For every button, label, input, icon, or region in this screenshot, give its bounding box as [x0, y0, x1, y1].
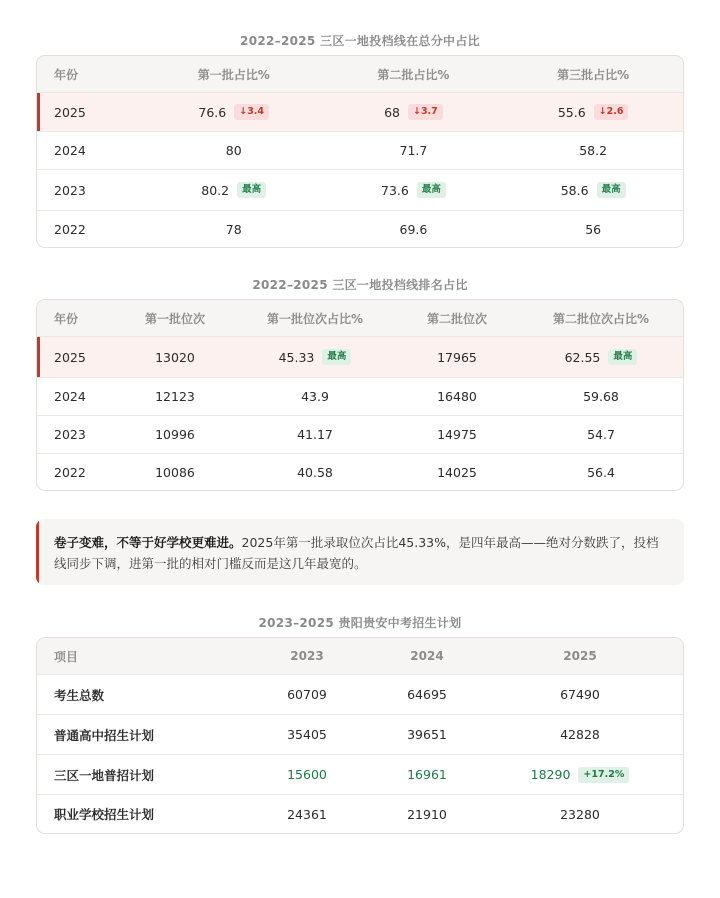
table-row	[37, 794, 683, 833]
header-batch2-rank: 第二批位次	[426, 311, 487, 326]
table1-title: 2022–2025 三区一地投档线在总分中占比	[240, 34, 480, 48]
table-row	[37, 377, 683, 415]
value-cell: 10086	[155, 464, 195, 480]
year-cell: 2024	[54, 143, 86, 158]
header-batch1-rank: 第一批位次	[144, 311, 205, 326]
table1-header-row	[37, 56, 683, 92]
header-batch1-ratio: 第一批占比%	[197, 67, 270, 82]
growth-badge: +17.2%	[578, 767, 629, 783]
value-cell: 13020	[155, 349, 195, 365]
table-row	[37, 714, 683, 754]
year-cell: 2025	[54, 349, 86, 365]
header-year: 年份	[54, 311, 79, 326]
value-cell: 35405	[287, 727, 327, 742]
value-cell: 12123	[155, 389, 195, 404]
value-cell: 56.4	[587, 464, 615, 480]
table-row	[37, 754, 683, 794]
table-row	[37, 453, 683, 490]
value-cell: 17965	[437, 349, 477, 365]
year-cell: 2023	[54, 427, 86, 442]
value-cell: 39651	[407, 727, 447, 742]
value-cell: 80	[225, 143, 242, 158]
highest-badge: 最高	[608, 349, 637, 365]
item-cell: 三区一地普招计划	[54, 767, 155, 783]
table2-title: 2022–2025 三区一地投档线排名占比	[252, 278, 468, 292]
decline-badge: ↓2.6	[594, 104, 629, 120]
value-cell: 54.7	[587, 427, 615, 442]
header-batch3-ratio: 第三批占比%	[557, 67, 630, 82]
header-item: 项目	[54, 649, 79, 664]
value-cell: 15600	[287, 767, 327, 782]
value-cell: 58.6	[560, 182, 589, 198]
value-cell: 14025	[437, 464, 477, 480]
table-row	[37, 415, 683, 453]
value-cell: 67490	[560, 687, 600, 702]
item-cell: 职业学校招生计划	[54, 807, 155, 822]
value-cell: 16480	[437, 389, 477, 404]
table2-card	[36, 299, 684, 491]
table3-header-row	[37, 638, 683, 674]
highest-badge: 最高	[597, 182, 626, 198]
header-2025: 2025	[563, 649, 597, 663]
value-cell: 42828	[560, 727, 600, 742]
value-cell: 55.6	[557, 104, 586, 120]
table3-card	[36, 637, 684, 834]
value-cell: 21910	[407, 806, 447, 822]
value-cell: 78	[225, 221, 242, 237]
header-2023: 2023	[290, 649, 324, 663]
value-cell: 59.68	[583, 389, 619, 404]
table1-card	[36, 55, 684, 248]
header-batch1-rank-ratio: 第一批位次占比%	[266, 311, 364, 326]
value-cell: 71.7	[399, 143, 428, 158]
value-cell: 43.9	[301, 389, 329, 404]
year-cell: 2022	[54, 221, 86, 237]
value-cell: 73.6	[381, 182, 409, 198]
table-row	[37, 210, 683, 247]
value-cell: 62.55	[564, 349, 601, 365]
table-row	[37, 131, 683, 169]
item-cell: 考生总数	[54, 687, 105, 703]
value-cell: 18290	[530, 767, 571, 782]
value-cell: 40.58	[297, 464, 333, 480]
value-cell: 68	[384, 104, 400, 120]
note-lead: 卷子变难，不等于好学校更难进。	[54, 535, 242, 550]
value-cell: 45.33	[278, 349, 315, 365]
table-row	[37, 169, 683, 210]
header-2024: 2024	[410, 649, 444, 663]
year-cell: 2023	[54, 182, 86, 198]
insight-note	[36, 519, 684, 585]
highest-badge: 最高	[322, 349, 351, 365]
value-cell: 10996	[155, 427, 195, 442]
decline-badge: ↓3.7	[408, 104, 443, 120]
value-cell: 23280	[560, 806, 600, 822]
note-body: 2025年第一批录取位次占比45.33%，是四年最高——绝对分数跌了，投档线同步下调，进第一批的相对门槛反而是这几年最宽的。	[54, 535, 659, 571]
value-cell: 16961	[407, 767, 447, 782]
value-cell: 24361	[287, 806, 327, 822]
year-cell: 2025	[54, 104, 86, 120]
table-row	[37, 92, 683, 131]
value-cell: 76.6	[198, 104, 227, 120]
table-row	[37, 336, 683, 377]
highest-badge: 最高	[417, 182, 446, 198]
header-batch2-rank-ratio: 第二批位次占比%	[552, 311, 650, 326]
highest-badge: 最高	[237, 182, 266, 198]
value-cell: 58.2	[579, 143, 608, 158]
value-cell: 14975	[437, 427, 477, 442]
value-cell: 56	[585, 221, 602, 237]
value-cell: 80.2	[201, 182, 230, 198]
table3-title: 2023–2025 贵阳贵安中考招生计划	[258, 616, 462, 630]
year-cell: 2024	[54, 389, 86, 404]
value-cell: 64695	[407, 687, 447, 702]
header-year: 年份	[54, 67, 79, 82]
header-batch2-ratio: 第二批占比%	[377, 67, 450, 82]
table-row	[37, 674, 683, 714]
decline-badge: ↓3.4	[234, 104, 269, 120]
item-cell: 普通高中招生计划	[54, 727, 155, 743]
year-cell: 2022	[54, 464, 86, 480]
table2-header-row	[37, 300, 683, 336]
value-cell: 41.17	[297, 427, 333, 442]
value-cell: 69.6	[399, 221, 428, 237]
value-cell: 60709	[287, 687, 327, 702]
